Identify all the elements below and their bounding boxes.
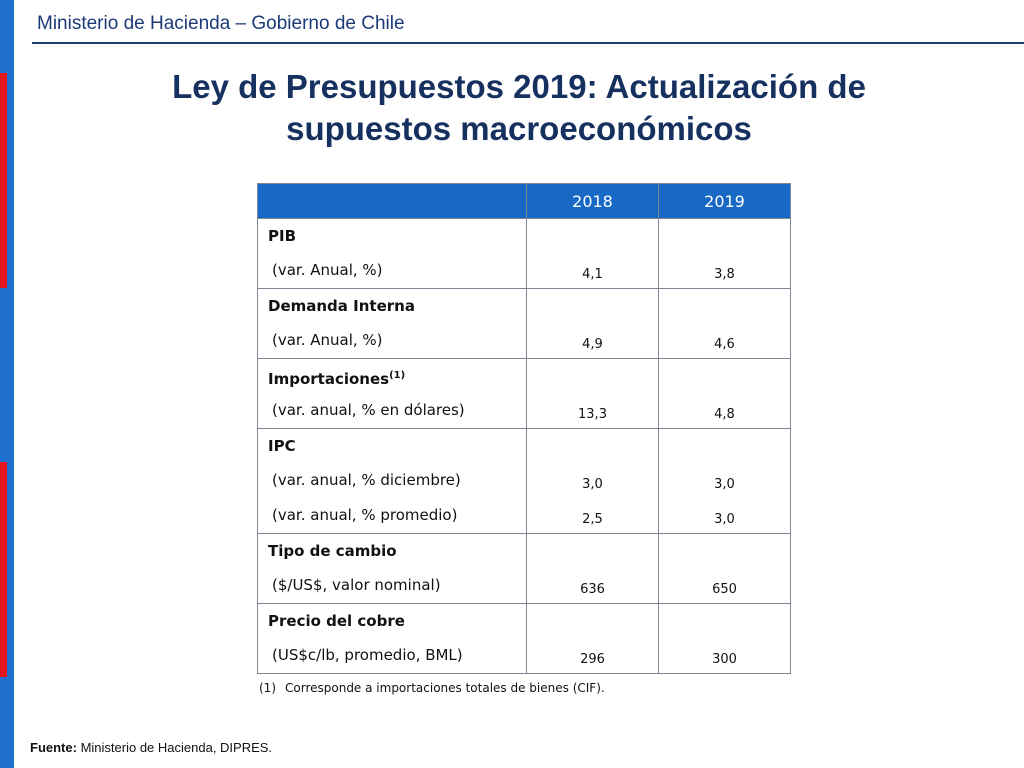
- row-sublabel: (US$c/lb, promedio, BML): [272, 646, 463, 664]
- row-sublabel: (var. anual, % promedio): [272, 506, 458, 524]
- row-label-cell: [258, 604, 527, 674]
- column-header-2018: 2018: [527, 184, 659, 219]
- table-row: [258, 534, 791, 604]
- cell-spacer: [527, 534, 658, 568]
- footnote-marker: (1): [389, 370, 406, 381]
- slide-title: [14, 66, 1024, 150]
- ministry-header: Ministerio de Hacienda – Gobierno de Chile: [37, 13, 405, 34]
- cell-spacer: [527, 604, 658, 638]
- cell-value: 13,3: [578, 407, 607, 422]
- row-label: [268, 534, 526, 568]
- cell-value: 4,9: [582, 337, 603, 352]
- row-label-text: Demanda Interna: [268, 297, 415, 315]
- cell-spacer: [527, 429, 658, 463]
- table-row: [258, 359, 791, 429]
- table-header-row: [258, 184, 791, 219]
- value-cell-2019: [659, 429, 791, 534]
- cell-spacer: [659, 359, 790, 393]
- header-divider: [32, 42, 1024, 44]
- row-label-cell: [258, 359, 527, 429]
- row-label-text: Importaciones: [268, 370, 390, 388]
- cell-value: 4,1: [582, 267, 603, 282]
- row-label: [268, 429, 526, 463]
- row-label-cell: [258, 429, 527, 534]
- row-label-cell: [258, 219, 527, 289]
- value-cell-2019: [659, 289, 791, 359]
- row-label-text: PIB: [268, 227, 297, 245]
- value-cell-2018: [527, 359, 659, 429]
- cell-value: 650: [712, 582, 737, 597]
- value-cell-2019: [659, 534, 791, 604]
- row-label-text: IPC: [268, 437, 296, 455]
- row-label-text: Precio del cobre: [268, 612, 405, 630]
- value-cell-2019: [659, 219, 791, 289]
- value-cell-2018: [527, 289, 659, 359]
- cell-value: 3,0: [582, 477, 603, 492]
- cell-spacer: [659, 429, 790, 463]
- source-text: Ministerio de Hacienda, DIPRES.: [80, 740, 273, 755]
- row-label-cell: [258, 289, 527, 359]
- row-label-cell: [258, 534, 527, 604]
- column-header-label: [258, 184, 527, 219]
- red-accent-top: [0, 73, 7, 288]
- column-header-2019: 2019: [659, 184, 791, 219]
- cell-value: 300: [712, 652, 737, 667]
- table-row: [258, 219, 791, 289]
- slide-title-line-2: supuestos macroeconómicos: [286, 110, 752, 147]
- table-row: [258, 429, 791, 534]
- source-label: Fuente:: [30, 740, 77, 755]
- value-cell-2018: [527, 604, 659, 674]
- row-sublabel: (var. anual, % diciembre): [272, 471, 461, 489]
- cell-spacer: [659, 534, 790, 568]
- table-row: [258, 604, 791, 674]
- slide-title-line-1: Ley de Presupuestos 2019: Actualización de: [172, 68, 866, 105]
- value-cell-2018: [527, 219, 659, 289]
- row-sublabel: ($/US$, valor nominal): [272, 576, 441, 594]
- row-label: [268, 359, 526, 393]
- footnote-number: (1): [259, 681, 276, 695]
- red-accent-bottom: [0, 462, 7, 677]
- cell-value: 296: [580, 652, 605, 667]
- row-sublabel: (var. Anual, %): [272, 261, 383, 279]
- value-cell-2019: [659, 359, 791, 429]
- value-cell-2018: [527, 429, 659, 534]
- cell-value: 636: [580, 582, 605, 597]
- left-accent-stripe: [0, 0, 14, 768]
- row-label: [268, 219, 526, 253]
- cell-value: 3,8: [714, 267, 735, 282]
- cell-value: 4,8: [714, 407, 735, 422]
- cell-spacer: [527, 219, 658, 253]
- cell-spacer: [527, 359, 658, 393]
- row-label: [268, 289, 526, 323]
- cell-value: 2,5: [582, 512, 603, 527]
- row-sublabel: (var. anual, % en dólares): [272, 401, 465, 419]
- cell-spacer: [659, 219, 790, 253]
- cell-spacer: [659, 289, 790, 323]
- row-sublabel: (var. Anual, %): [272, 331, 383, 349]
- value-cell-2019: [659, 604, 791, 674]
- cell-value: 4,6: [714, 337, 735, 352]
- footnote: [259, 681, 605, 695]
- macro-assumptions-table: [257, 183, 791, 674]
- row-label: [268, 604, 526, 638]
- cell-spacer: [659, 604, 790, 638]
- footnote-text: Corresponde a importaciones totales de bienes (CIF).: [285, 681, 605, 695]
- cell-spacer: [527, 289, 658, 323]
- row-label-text: Tipo de cambio: [268, 542, 397, 560]
- value-cell-2018: [527, 534, 659, 604]
- table-row: [258, 289, 791, 359]
- source-note: [30, 740, 272, 755]
- cell-value: 3,0: [714, 477, 735, 492]
- cell-value: 3,0: [714, 512, 735, 527]
